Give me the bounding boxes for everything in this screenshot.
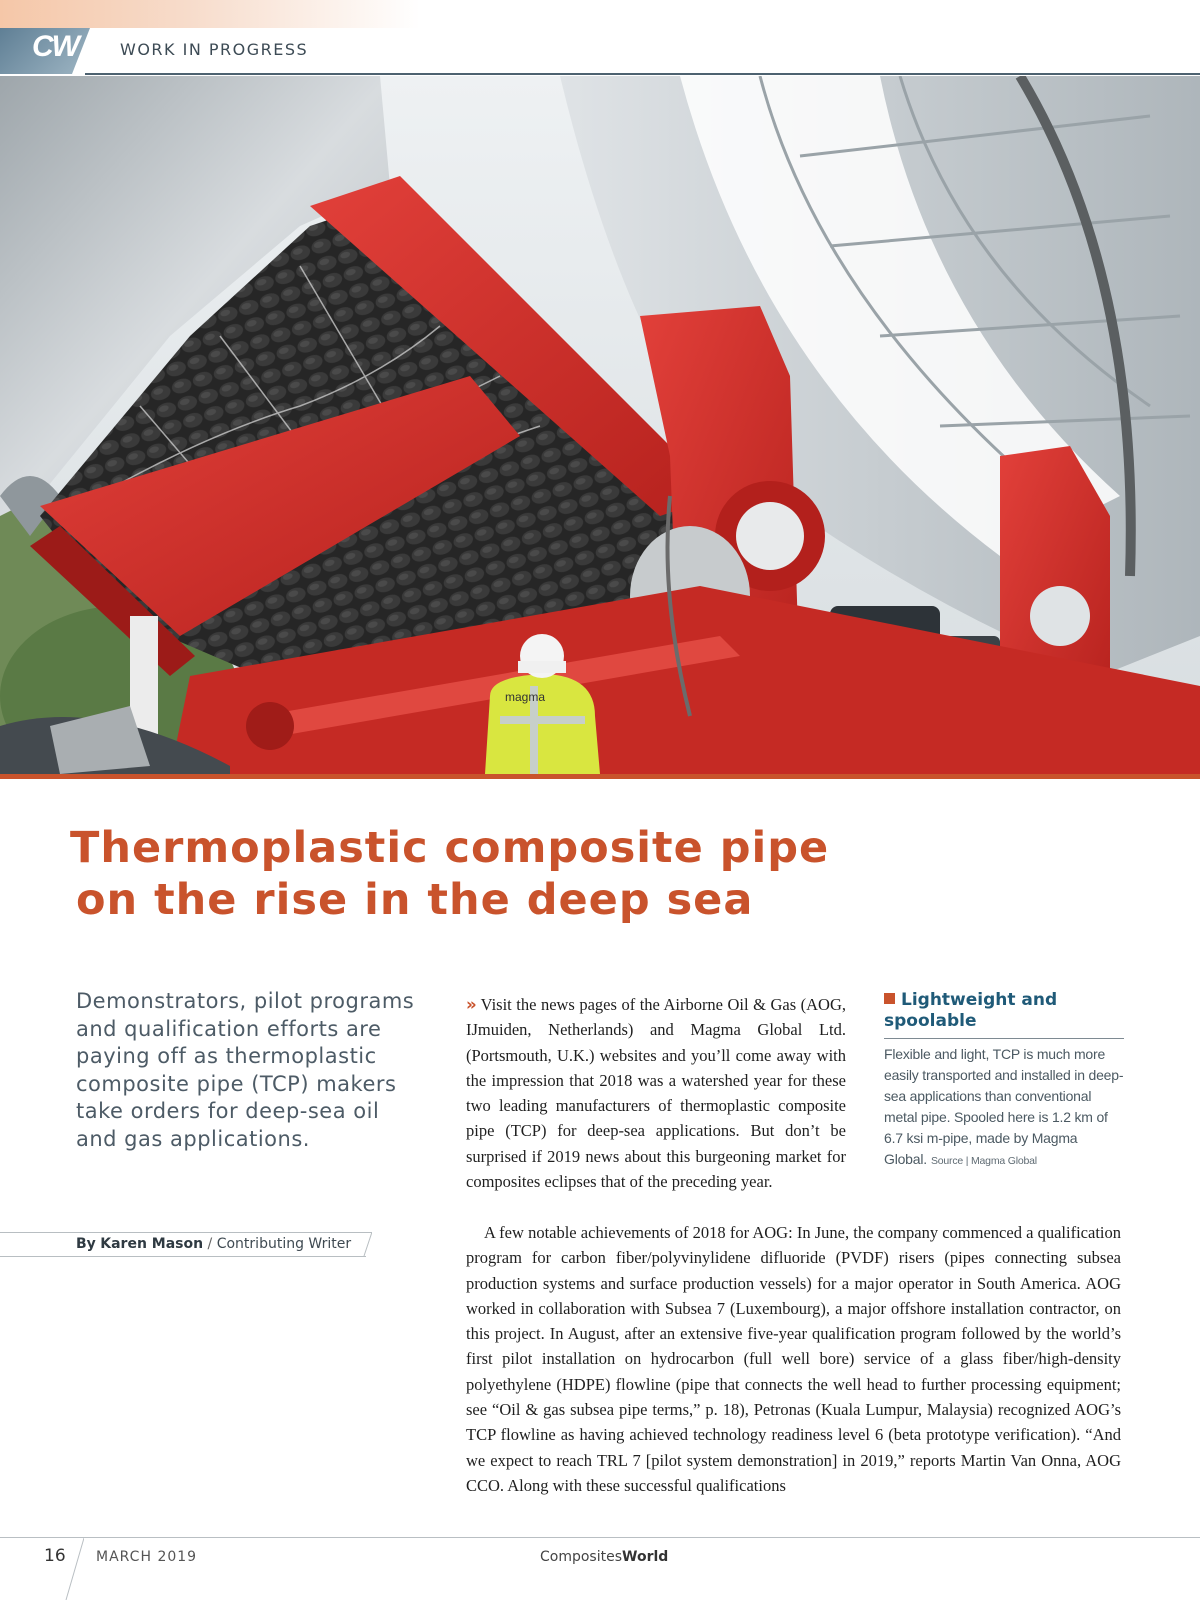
body-paragraph-2 [466, 1220, 1121, 1498]
lead-chevron-icon: » [466, 995, 477, 1014]
paragraph-2-text: A few notable achievements of 2018 for AOG: In June, the company commenced a qualification program for carbon fiber/polyvinylidene difluoride (PVDF) risers (pipes connecting subsea production systems and surface production vessels) for a major operator in South America. AOG worked in collaboration with Subsea 7 (Luxembourg), a major offshore installation contractor, on this project. In August, after an extensive five-year qualification program followed by the world’s first pilot installation on hydrocarbon (full well bore) service of a glass fiber/high-density polyethylene (HDPE) flowline (pipe that connects the well head to further processing equipment; see “Oil & gas subsea pipe terms,” p. 18), Petronas (Kuala Lumpur, Malaysia) recognized AOG’s TCP flowline as having achieved technology readiness level 6 (beta prototype verification). “And we expect to reach TRL 7 [pilot system demonstration] in 2019,” reports Martin Van Onna, AOG CCO. Along with these successful qualifications [466, 1223, 1121, 1495]
caption-text [884, 1044, 1124, 1172]
cw-logo: CW [32, 30, 78, 63]
page-number: 16 [44, 1546, 66, 1566]
title-line-2: on the rise in the deep sea [76, 875, 754, 925]
pipe-spool-illustration [0, 76, 1200, 774]
issue-date: MARCH 2019 [96, 1549, 198, 1565]
byline-separator: / [207, 1236, 213, 1252]
body-paragraph-1 [466, 992, 846, 1194]
caption-source: Source | Magma Global [930, 1155, 1037, 1167]
byline-role: Contributing Writer [216, 1236, 352, 1252]
vest-logo-text: magma [505, 690, 546, 704]
byline [76, 1236, 351, 1252]
article-deck: Demonstrators, pilot programs and qualification efforts are paying off as thermoplastic composite pipe (TCP) makers take orders for deep-sea oil and gas applications. [76, 989, 415, 1151]
byline-author: Karen Mason [100, 1236, 204, 1252]
paragraph-1-text: Visit the news pages of the Airborne Oil & Gas (AOG, IJmuiden, Netherlands) and Magma Global Ltd. (Portsmouth, U.K.) websites and you’ll come away with the impression that 2018 was a watershed year for these two leading manufacturers of thermoplastic composite pipe (TCP) for deep-sea applications. But don’t be surprised if 2019 news about this burgeoning market for composites eclipses that of the preceding year. [466, 995, 846, 1192]
byline-prefix: By [76, 1236, 96, 1252]
caption-body: Flexible and light, TCP is much more easily transported and installed in deep-sea applications than conventional metal pipe. Spooled here is 1.2 km of 6.7 ksi m-pipe, made by Magma Global. [884, 1046, 1124, 1167]
masthead-light: Composites [540, 1549, 623, 1565]
article-title [70, 822, 970, 926]
masthead-bold: World [622, 1549, 669, 1565]
byline-slash-divider [360, 1232, 372, 1256]
page-header [0, 0, 1200, 76]
footer-masthead [540, 1549, 668, 1565]
footer-slash-divider [64, 1538, 84, 1600]
title-line-1: Thermoplastic composite pipe [70, 823, 830, 873]
header-rule [85, 73, 1200, 75]
hero-bottom-rule [0, 774, 1200, 779]
header-gradient [0, 0, 420, 28]
byline-rule-top [0, 1232, 372, 1233]
caption-square-icon [884, 993, 895, 1004]
hero-photo [0, 76, 1200, 774]
byline-rule-bottom [0, 1256, 366, 1257]
caption-rule [884, 1038, 1124, 1039]
section-label: WORK IN PROGRESS [120, 40, 309, 59]
caption-title-text: Lightweight and spoolable [884, 990, 1058, 1031]
footer-rule [0, 1537, 1200, 1538]
caption-title [884, 990, 1124, 1032]
